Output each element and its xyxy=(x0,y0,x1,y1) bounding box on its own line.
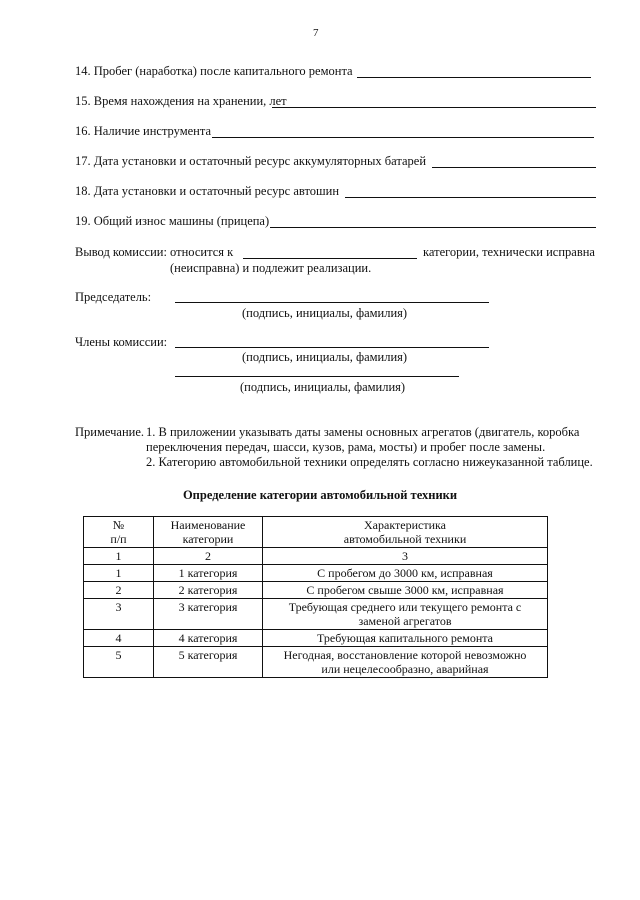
item-16-label: 16. Наличие инструмента xyxy=(75,124,212,138)
row-number: 2 xyxy=(84,582,154,599)
row-characteristic xyxy=(263,630,548,647)
table-numbering-row xyxy=(84,548,548,565)
conclusion-prefix: Вывод комиссии: относится к xyxy=(75,245,234,259)
row-characteristic-l1: Требующая капитального ремонта xyxy=(317,631,493,645)
members-label: Члены комиссии: xyxy=(75,335,168,349)
header-name-l1: Наименование xyxy=(170,518,246,532)
row-number: 1 xyxy=(84,565,154,582)
header-number-l1: № xyxy=(112,518,125,532)
row-characteristic-l1: Требующая среднего или текущего ремонта с xyxy=(288,600,522,614)
table-title: Определение категории автомобильной техники xyxy=(182,488,458,502)
item-17-label: 17. Дата установки и остаточный ресурс аккумуляторных батарей xyxy=(75,154,427,168)
row-category: 5 категория xyxy=(154,647,263,678)
row-category: 1 категория xyxy=(154,565,263,582)
table-row xyxy=(84,599,548,630)
row-characteristic xyxy=(263,565,548,582)
member-2-caption: (подпись, инициалы, фамилия) xyxy=(240,380,406,394)
row-number: 5 xyxy=(84,647,154,678)
chairman-label: Председатель: xyxy=(75,290,152,304)
member-1-signature-line[interactable] xyxy=(175,347,489,348)
conclusion-line2: (неисправна) и подлежит реализации. xyxy=(170,261,372,275)
row-characteristic xyxy=(263,647,548,678)
header-characteristic-l1: Характеристика xyxy=(364,518,446,532)
row-characteristic-l1: Негодная, восстановление которой невозможно xyxy=(283,648,527,662)
row-number: 3 xyxy=(84,599,154,630)
numbering-cell-2: 2 xyxy=(154,548,263,565)
member-1-caption: (подпись, инициалы, фамилия) xyxy=(242,350,408,364)
member-2-signature-line[interactable] xyxy=(175,376,459,377)
chairman-caption: (подпись, инициалы, фамилия) xyxy=(242,306,408,320)
row-category: 2 категория xyxy=(154,582,263,599)
note-line-2: переключения передач, шасси, кузов, рама, мосты) и пробег после замены. xyxy=(146,440,546,454)
header-name xyxy=(154,517,263,548)
numbering-cell-1: 1 xyxy=(84,548,154,565)
item-19-label: 19. Общий износ машины (прицепа) xyxy=(75,214,270,228)
item-15-label: 15. Время нахождения на хранении, лет xyxy=(75,94,287,108)
row-category: 4 категория xyxy=(154,630,263,647)
item-14-label: 14. Пробег (наработка) после капитального ремонта xyxy=(75,64,353,78)
numbering-cell-3: 3 xyxy=(263,548,548,565)
row-characteristic-l2: или нецелесообразно, аварийная xyxy=(321,662,489,676)
item-18-label: 18. Дата установки и остаточный ресурс автошин xyxy=(75,184,340,198)
row-characteristic-l1: С пробегом свыше 3000 км, исправная xyxy=(306,583,504,597)
note-label: Примечание. xyxy=(75,425,145,439)
table-row xyxy=(84,647,548,678)
conclusion-category-line[interactable] xyxy=(243,258,417,259)
row-category: 3 категория xyxy=(154,599,263,630)
header-name-l2: категории xyxy=(182,532,234,546)
item-16-fill-line[interactable] xyxy=(212,137,594,138)
table-header-row xyxy=(84,517,548,548)
note-line-1: 1. В приложении указывать даты замены основных агрегатов (двигатель, коробка xyxy=(146,425,580,439)
table-row xyxy=(84,630,548,647)
conclusion-suffix: категории, технически исправна xyxy=(423,245,595,259)
header-characteristic-l2: автомобильной техники xyxy=(343,532,467,546)
item-17-fill-line[interactable] xyxy=(432,167,596,168)
item-19-fill-line[interactable] xyxy=(270,227,596,228)
header-characteristic xyxy=(263,517,548,548)
chairman-signature-line[interactable] xyxy=(175,302,489,303)
row-characteristic-l2: заменой агрегатов xyxy=(358,614,452,628)
row-number: 4 xyxy=(84,630,154,647)
note-line-3: 2. Категорию автомобильной техники определять согласно нижеуказанной таблице. xyxy=(146,455,593,469)
item-15-fill-line[interactable] xyxy=(272,107,596,108)
row-characteristic xyxy=(263,582,548,599)
row-characteristic-l1: С пробегом до 3000 км, исправная xyxy=(317,566,493,580)
category-table xyxy=(83,516,548,678)
page-number: 7 xyxy=(313,27,319,39)
header-number-l2: п/п xyxy=(110,532,127,546)
header-number xyxy=(84,517,154,548)
item-18-fill-line[interactable] xyxy=(345,197,596,198)
table-row xyxy=(84,565,548,582)
row-characteristic xyxy=(263,599,548,630)
item-14-fill-line[interactable] xyxy=(357,77,591,78)
table-row xyxy=(84,582,548,599)
